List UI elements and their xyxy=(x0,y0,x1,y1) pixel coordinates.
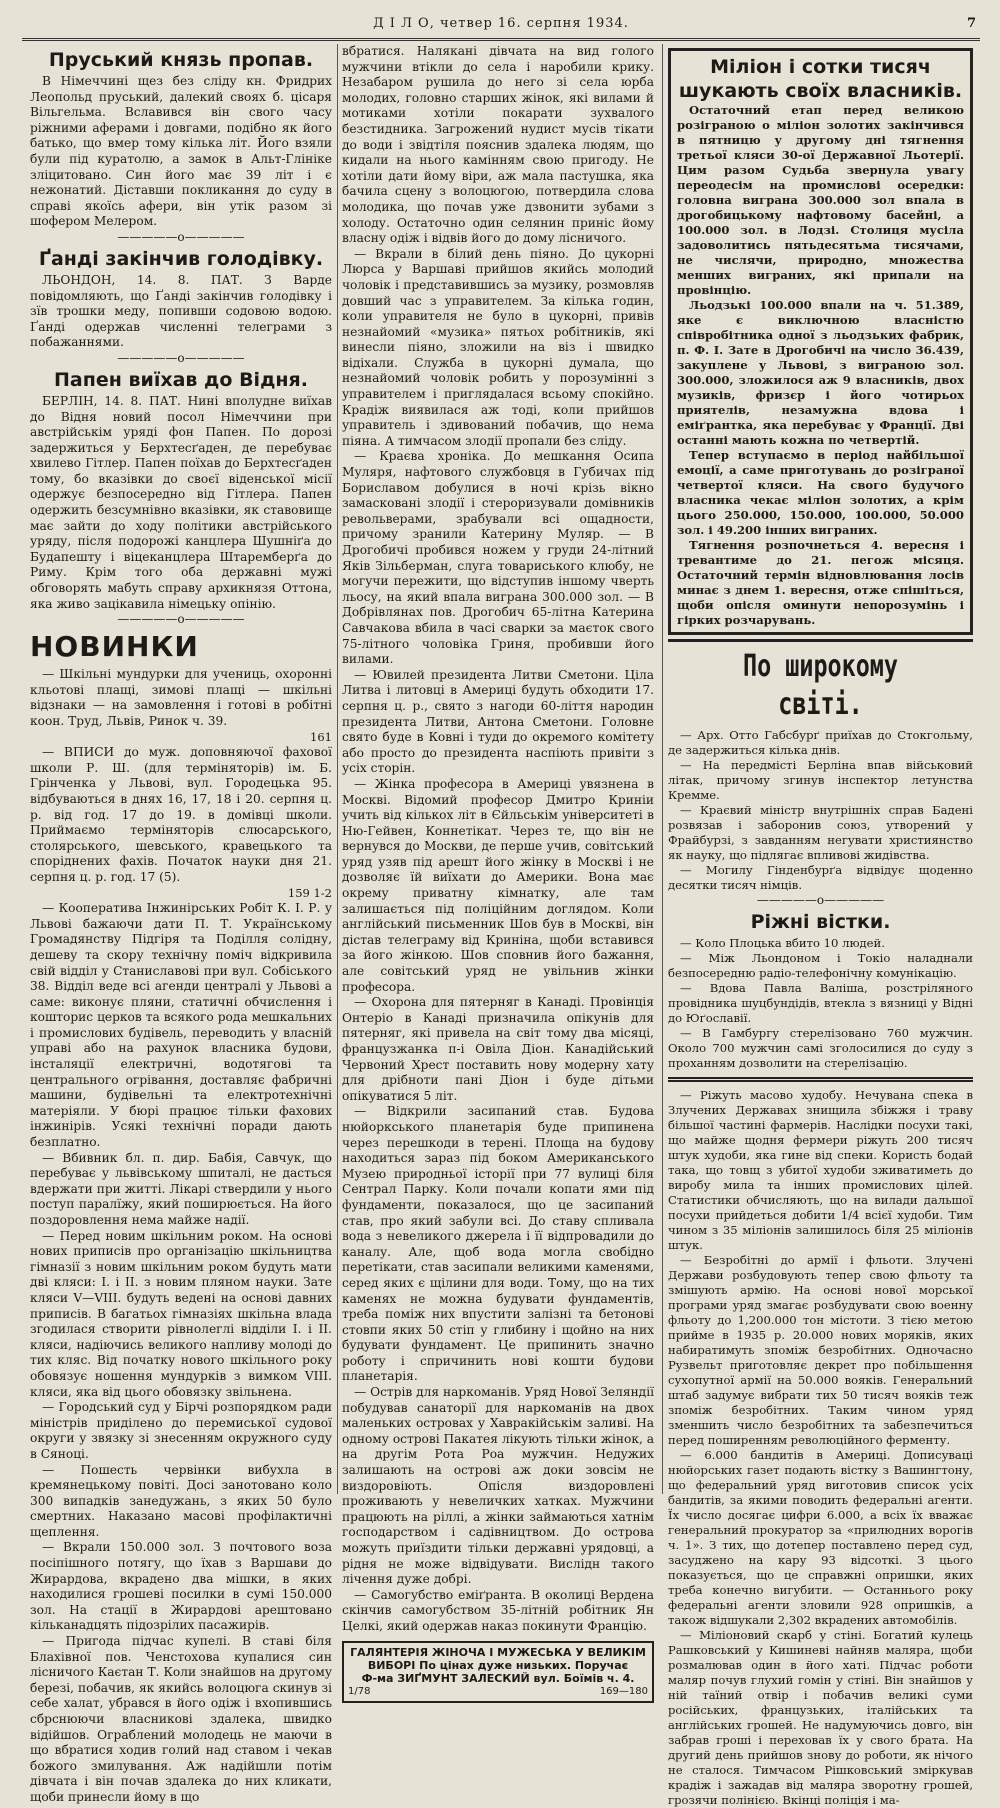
page-number: 7 xyxy=(966,16,976,31)
lottery-box xyxy=(668,48,973,635)
rule xyxy=(668,639,973,642)
section-title-world: По широкому світі. xyxy=(743,649,898,722)
header-date: Д І Л О, четвер 16. серпня 1934. xyxy=(373,16,629,31)
box-text: Остаточний етап перед великою розіграною о міліон золотих закінчився в пятницю у другому дні тягнення третьої кляси 30-ої Державної Льотерії. Цим разом Судьба звернула увагу переодесім на промислові осередки: головна виграна 300.000 зол впала в дрогобицькому нафтовому басейні, а 100.000 зол. в Лодзі. Столиця мусіла задоволитись пятьдесятьма тисячами, не числячи, природно, множества менших виграних, які припали на провінцію. xyxy=(677,103,964,297)
news-item: — Міліоновий скарб у стіні. Богатий кулець Рашковський у Кишиневі найняв маляра, щоби розмалював один в його хаті. Підчас роботи маляр почув глухий гомін у стіні. Він знайшов у ній таїний отвір і побачив великі суми російських, французьких, італійських та англійських грошей. Не надумуючись довго, він забрав гроші і переховав їх у свого брата. На другий день прийшов знову до роботи, як нічого не сталося. Тимчасом Рішковський зміркував крадіж і зажадав від маляра зворотну грошей, грозячи полінією. Вкінці поліція і ма- xyxy=(668,1628,973,1807)
news-item: — Пошесть червінки вибухла в кремянецькому повіті. Досі занотовано коло 300 випадків занедужань, з яких 50 було смертних. Наказано масові профілактичні щеплення. xyxy=(30,1462,332,1539)
ad-number: 159 1-2 xyxy=(287,885,332,900)
news-item: — Між Льондоном і Токіо наладнали безпосередню радіо-телефонічну комунікацію. xyxy=(668,951,973,980)
article-text: ЛЬОНДОН, 14. 8. ПАТ. З Варде повідомляють, що Ґанді закінчив голодівку і зїв трошки меду, попивши содовою водою. Ґанді одержав численні телеграми з побажаннями. xyxy=(30,272,332,350)
box-text: Тепер вступаємо в період найбільшої емоції, а саме приготувань до розіграної четвертої кляси. На свого будучого власника чекає міліон золотих, а крім цього 250.000, 150.000, 100.000, 50.000 зол. і 49.200 інших виграних. xyxy=(677,448,964,537)
news-item: — На передмісті Берліна впав військовий літак, причому згинув інспектор летунства Кремме. xyxy=(668,758,973,802)
news-item: — 6.000 бандитів в Америці. Дописуваці нюйорських газет подають вістку з Вашингтону, що федеральний уряд виготовив список усіх бандитів, за якими поводить федеральні агенти. Їх число досягає цифри 6.000, а всіх їх вважає генеральний прокуратор за «прилюдних ворогів ч. 1». З тих, що дотепер поставлено перед суд, засуджено на кару 93 відсоткі. З цього показується, що це справжні опришки, яких треба конечно вигубити. — Останнього року федеральні агенти зловили 928 опришків, а також відшукали 2,302 вкрадених автомобілів. xyxy=(668,1448,973,1627)
news-item: — Охорона для пятерняг в Канаді. Провінція Онтеріо в Канаді призначила опікунів для пятерняг, які привела на світ тому два місяці, французжанка п-і Овіла Діон. Канадійський Червоний Хрест поставить нову модерну хату для дрібноти пані Діон і буде дітьми опікуватися 5 літ. xyxy=(342,995,654,1103)
news-item: — Могилу Гінденбурґа відвідує щоденно десятки тисяч німців. xyxy=(668,863,973,892)
column-3 xyxy=(668,44,973,1807)
article-title: Ґанді закінчив голодівку. xyxy=(38,247,324,270)
news-item: — Коло Плоцька вбито 10 людей. xyxy=(680,936,885,950)
section-title-misc: Ріжні вістки. xyxy=(750,911,891,933)
ad-number: 161 xyxy=(310,729,332,744)
news-item: — Краєва хроніка. До мешкання Осипа Муляря, нафтового службовця в Губичах під Бориславом добулися в ночі крізь вікно замасковані злодії і стероризували домівників револьверами, зрабували всі ощадности, причому зранили Катерину Муляр. — В Дрогобичі пробився ножем у груди 24-літний Яків Зільберман, слуга товариського клюбу, не могучи пережити, що відступив іншому чверть льосу, на який впала виграна 300.000 зол. — В Добрівлянах пов. Дрогобич 65-літна Катерина Савчакова вбила в часі сварки за маєток свого 75-літного чоловіка Гриня, пробивши його вилами. xyxy=(342,449,654,667)
news-item: — ВПИСИ до муж. доповняючої фахової школи Р. Ш. (для терміняторів) ім. Б. Грінченка у Львові, вул. Городецька 95. відбуваються в днях 16, 17, 18 і 20. серпня ц. р. від год. 17 до 19. в домівці школи. Приймаємо терміняторів слюсарського, столярського, шевського, кравецького та споріднених фахів. Початок науки дня 21. серпня ц. р. год. 17 (5). xyxy=(30,745,332,884)
separator: —————o————— xyxy=(117,229,245,244)
news-item: — Жінка професора в Америці увязнена в Москві. Відомий професор Дмитро Криніи учить від кількох літ в Єйльськім університеті в Ню-Гейвен, Коннетікат. Через те, що він не вернувся до Москви, де перше учив, совітський уряд узяв під арешт його жінку в Москві і не дозволяє їй виїхати до Америки. Вона має окрему приватну кімнатку, але там залишається під поліційним доглядом. Коли англійський письменник Шов був в Москві, він дістав телеграму від Криніна, щоби вставився за його жінкою. Шов сповнив його бажання, але совітський уряд не увільнив жінки професора. xyxy=(342,776,654,994)
news-item: — Вкрали в білий день піяно. До цукорні Люрса у Варшаві прийшов якийсь молодий чоловік і представившись за музику, розмовляв довший час з управителем. За кілька годин, коли управителя не було в цукорні, привів незнайомий «музика» пятьох робітників, які винесли піяно, зложили на віз і швидко відіхали. Служба в цукорні думала, що незнайомий чоловік робить у порозумінні з управителем і приглядалася всьому спокійно. Крадіж виявилася аж тоді, коли прийшов управитель і здивований побачив, що нема піяна. А тимчасом злодії пропали без сліду. xyxy=(342,246,654,448)
box-text: Льодзькі 100.000 впали на ч. 51.389, яке є виключною власністю співробітника одної з льодзьких фабрик, п. Ф. І. Зате в Дрогобичі на число 36.439, закуплене у Львові, з виграною зол. 300.000, зложилося аж 9 власників, двох музиків, фризєр і його чотирьох приятелів, незамужна вдова і еміґрантка, яка перебуває у Франції. Дві останні мають кожна по четвертій. xyxy=(677,298,964,447)
article-text: В Німеччині щез без сліду кн. Фридрих Леопольд пруський, далекий своях б. цісаря Вільгельма. Вславився він свого часу ріжними аферами і довгами, подібно як його батько, що вмер тому кілька літ. Його взяли були під куратолю, а замок в Альт-Глініке зліцитовано. Син його має 39 літ і є нежонатий. Діставши покликання до суду в справі якоїсь афери, він утік разом зі шофером Мелером. xyxy=(30,74,332,229)
column-rule xyxy=(662,44,663,1494)
advertisement xyxy=(342,1641,654,1703)
ad-line: Ф-ма ЗИҐМУНТ ЗАЛЕСКИЙ вул. Боїмів ч. 4. xyxy=(361,1671,635,1685)
separator: —————o————— xyxy=(756,893,885,907)
column-rule xyxy=(337,44,338,1494)
news-item: — Арх. Отто Габсбурґ приїхав до Стокгольму, де задержиться кілька днів. xyxy=(668,728,973,757)
section-heading-novynky: НОВИНКИ xyxy=(30,630,199,664)
news-item: — Самогубство еміґранта. В околиці Вердена скінчив самогубством 35-літній робітник Ян Целкі, який одержав наказ покинути Францію. xyxy=(342,1587,654,1633)
news-item: — Вдова Павла Валіша, розстріляного провідника шуцбундідів, втекла з вязниці у Відні до Юґославії. xyxy=(668,981,973,1025)
ad-ref: 1/78 xyxy=(348,1685,371,1697)
page-header xyxy=(22,14,980,41)
ad-number: 169—180 xyxy=(599,1685,648,1697)
article-title: Папен виїхав до Відня. xyxy=(54,368,308,391)
news-item: — Безробітні до армії і фльоти. Злучені Держави розбудовують тепер свою фльоту та змішують армію. На основі нової морської програми уряд змагає розбудувати свою военну фльоту до 1,200.000 тон містоти. З тією метою приймe в 1935 р. 20.000 нових моряків, яких набиратимуть зпоміж безробітних. Одночасно Рузвельт приготовляє декрет про побільшення сухопутної армії на 50.000 вояків. Генеральний штаб задумує вибрати тих 50 тисяч вояків теж зпоміж безробітних. Таким чином уряд зменшить число безробітних та забезпечиться перед поширенням революційного ферменту. xyxy=(668,1253,973,1447)
ad-line: ГАЛЯНТЕРІЯ ЖІНОЧА І МУЖЕСЬКА У ВЕЛИКІМ ВИБОРІ По цінах дуже низьких. Поручає xyxy=(350,1645,646,1672)
box-text: Тягнення розпочнеться 4. вересня і тревантиме до 21. пегож місяця. Остаточний термін відновлювання лосів минає з днем 1. вересня, отже спішіться, щоби опісля оминути непорозумінь і гірких розчарувань. xyxy=(677,538,964,627)
news-item: — Перед новим шкільним роком. На основі нових приписів про організацію шкільництва гімназії з новим шкільним роком будуть мати дві кляси: І. і II. з новим пляном науки. Зате кляси V—VIII. будуть ведені на основі давних приписів. В багатьох гімназіях шкільна влада згодилася створити рівнолеглі відділи І. і II. кляси, надіючись великого напливу молоді до тих кляс. Від початку нового шкільного року обовязує ношення мундурків з вимком VIII. кляси, яка від цього обовязку звільнена. xyxy=(30,1228,332,1399)
column-1 xyxy=(30,44,332,1804)
news-item: — Кооператива Інжинірських Робіт К. І. Р. у Львові бажаючи дати П. Т. Українському Громадянству Підгіря та Поділля солідну, дешеву та скору технічну поміч відкривила свій відділ у Станиславові при вул. Собіського 38. Відділ веде всі агенди централі у Львові а саме: виконує пляни, статичні обчислення і кошторис церков та всякого рода мешкальних і промислових будівель, переводить у власній управі або на рахунок власника будови, інсталяції електричні, водотягові та центрального огрівання, доставляє фабричні машини, будівельні та електротехнічні матеріяли. У бюрі працює тільки фахових інжинірів. Усякі технічні поради дають безплатно. xyxy=(30,901,332,1150)
rule xyxy=(668,1077,973,1082)
news-item: — В Гамбургу стерелізовано 760 мужчин. Около 700 мужчин самі зголосилися до суду з проханням дозволити на стерелізацію. xyxy=(668,1026,973,1070)
news-item: — Краєвий міністр внутрішніх справ Бадені розвязав і заборонив союз, утворений у Фрайбурзі, з завданням негувати християнство як науку, що підлягає впливові жидівства. xyxy=(668,803,973,862)
news-item: — Ріжуть масово худобу. Нечувана спека в Злучених Державах знищила збіжжя і траву більшої частині фармерів. Наслідки посухи такі, що майже щодня фермери ріжуть 200 тисяч штук худоби, яка гине від спеки. Користь бодай така, що товщ з убитої худоби зживатиметь до виробу мила та інших промислових цілей. Статистики обчисляють, що на вилади дальшої посухи прийдеться добити 1/4 всієї худоби. Тим чином з 35 міліонів залишилось біля 25 міліонів штук. xyxy=(668,1088,973,1252)
news-item: — Ювилей президента Литви Сметони. Ціла Литва і литовці в Америці будуть обходити 17. серпня ц. р., свято з нагоди 60-ліття народин президента Литви, Антона Сметони. Головне свято буде в Ковні і туди до окремого комітету або просто до президента наспіють привіти з усіх сторін. xyxy=(342,667,654,776)
column-2 xyxy=(342,44,654,1697)
separator: —————o————— xyxy=(117,350,245,365)
box-title: Міліон і сотки тисяч шукають своїх власників. xyxy=(678,56,963,102)
news-item: — Шкільні мундурки для учениць, охоронні кльотові плащі, зимові плащі — шкільні відзнаки — на замовлення і готові в робітні коон. Труд, Львів, Ринок ч. 39. xyxy=(30,667,332,728)
news-item: — Пригода підчас купелі. В ставі біля Блахівної пов. Ченстохова купалися син лісничого Каєтан Т. Коли знайшов на другому березі, побачив, як якийсь волоцюга скинув зі себе халат, убрався в його одіж і вхопившись сбрснюючи власникові здалека, швидко відійшов. Ограблений молодець не маючи в що вбратися ходив голий над ставом і чекав божого змилування. Аж надійшли потім дівчата і він почав здалека до них кликати, щоби принесли йому в що xyxy=(30,1634,332,1804)
news-item: — Острів для наркоманів. Уряд Нової Зеляндії побудував санаторії для наркоманів на двох маленьких островах у Хавракійськім заливі. На одному острові Пакатея лікують тільки жінок, а на другім Рота Роа мужчин. Недужих залишають на острові аж доки зовсім не виздоровіють. Опісля виздоровлені проживають у невеличких хатках. Мужчини працюють на ріллі, а жінки займаються хатнім господарством і садівництвом. До острова можуть приїздити тільки державні урядовці, а рідня не може відвідувати. Вислідн такого лічення дуже добрі. xyxy=(342,1385,654,1587)
news-item: — Вбивник бл. п. дир. Бабія, Савчук, що перебуває у львівському шпиталі, не дасться вдержати при житті. Лікарі ствердили у нього поступ паралїжу, який поширюється. На його поздоровлення нема майже надії. xyxy=(30,1150,332,1227)
news-item: — Відкрили засипаний став. Будова нюйоркського планетарія буде припинена через перешкоди в терені. Площа на будову находиться зараз під боком Американського Музею природньої історії при 77 вулиці біля Сентрал Парку. Коли почали копати ями під фундаменти, показалося, що це засипаний став, про який забули всі. До ставу спливала вода з невеликого джерела і її відпровадили до каналу. Але, щоб вода могла свобідно перетікати, став засипали великими каменями, серед яких є щілини для води. Тому, що на тих каменях не можна будувати фундаментів, треба поміж них впустити залізні та бетонові стовпи яких 50 стіп у глибину і щойно на них будувати фундамент. Це припинить значно роботу і спричинить нові кошти будови планетарія. xyxy=(342,1104,654,1384)
news-item: — Вкрали 150.000 зол. З почтового воза посіпішного потягу, що їхав з Варшави до Жирардова, вкрадено два мішки, в яких находилися грошеві посилки в сумі 150.000 зол. На стації в Жирардові арештовано кільканадцять підозрілих пасажирів. xyxy=(30,1540,332,1633)
separator: —————o————— xyxy=(117,612,245,627)
news-item: вбратися. Налякані дівчата на вид голого мужчини втікли до села і наробили крику. Незабаром рушила до него зі села юрба молодих, головно старших жінок, які вилами й мотиками хотіли покарати зухвалого безстидника. Загрожений нудист мусів тікати до води і звідтіля пояснив здалека людям, що кидали на нього камінням свою пригоду. Не хотіли дати йому віри, аж мала пастушка, яка бачила сцену з волоцюгою, потвердила слова молодика, що почав уже дзвонити зубами з холоду. Остаточно один селянин приніс йому власну одіж і відвів його до дому лісничого. xyxy=(342,44,654,246)
news-item: — Городський суд у Бірчі розпорядком ради міністрів приділено до перемиської судової округи у звязку зі знесенням окружного суду в Сяноці. xyxy=(30,1400,332,1461)
article-title: Пруський князь пропав. xyxy=(48,49,314,71)
article-text: БЕРЛІН, 14. 8. ПАТ. Нині вполудне виїхав до Відня новий посол Німеччини при австрійськім уряді фон Папен. По дорозі задержиться у Берхтесґаден, де перебуває хвилево Гітлер. Папен поїхав до Берхтесґаден тому, бо вказівки до своєї віденської місії одержує безпосередно від Гітлера. Папен одержить безсумнівно вказівки, як ставовище має зайти до ходу політики австрійського уряду, після подорожі канцлера Шушніґа до Будапешту і віцеканцлера Штаремберґа до Риму. Крім того оба державні мужі обговорять мабуть справу архикнязя Оттона, яка живо зацікавила німецьку опінію. xyxy=(30,393,332,611)
